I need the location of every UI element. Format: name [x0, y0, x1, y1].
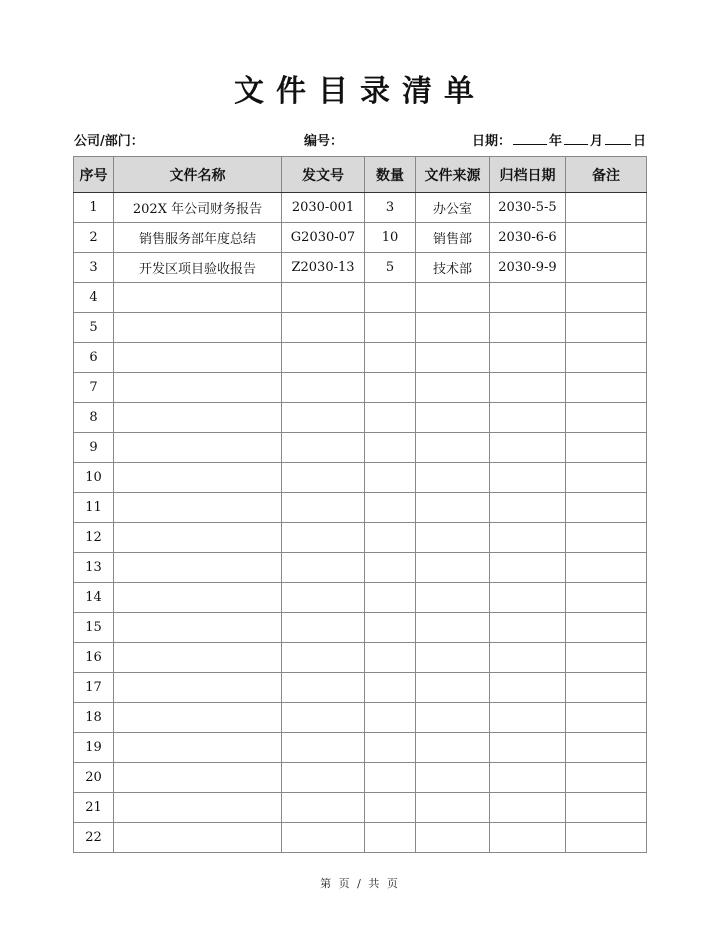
cell-remarks[interactable]: [566, 223, 647, 253]
table-row: [74, 733, 647, 763]
cell-seq[interactable]: 1: [74, 193, 114, 223]
cell-source[interactable]: 办公室: [416, 193, 490, 223]
cell-remarks[interactable]: [566, 343, 647, 373]
cell-source[interactable]: [416, 613, 490, 643]
cell-archive-date[interactable]: [490, 703, 566, 733]
cell-remarks[interactable]: [566, 253, 647, 283]
cell-file-name[interactable]: [114, 433, 282, 463]
cell-doc-number[interactable]: [282, 673, 365, 703]
cell-source[interactable]: [416, 733, 490, 763]
month-blank[interactable]: [564, 131, 588, 145]
cell-file-name[interactable]: [114, 733, 282, 763]
cell-remarks[interactable]: [566, 583, 647, 613]
cell-file-name[interactable]: [114, 703, 282, 733]
table-row: [74, 223, 647, 253]
cell-remarks[interactable]: [566, 553, 647, 583]
cell-seq[interactable]: 3: [74, 253, 114, 283]
cell-quantity[interactable]: [365, 583, 416, 613]
cell-seq[interactable]: 11: [74, 493, 114, 523]
cell-quantity[interactable]: [365, 403, 416, 433]
cell-file-name[interactable]: 开发区项目验收报告: [114, 253, 282, 283]
table-row: [74, 403, 647, 433]
cell-remarks[interactable]: [566, 373, 647, 403]
cell-remarks[interactable]: [566, 763, 647, 793]
table-row: [74, 763, 647, 793]
cell-archive-date[interactable]: [490, 553, 566, 583]
cell-source[interactable]: [416, 523, 490, 553]
cell-remarks[interactable]: [566, 673, 647, 703]
cell-seq[interactable]: 18: [74, 703, 114, 733]
table-row: [74, 553, 647, 583]
table-row: [74, 583, 647, 613]
cell-archive-date[interactable]: [490, 823, 566, 853]
header-seq: 序号: [74, 157, 114, 193]
cell-remarks[interactable]: [566, 523, 647, 553]
cell-source[interactable]: [416, 763, 490, 793]
cell-remarks[interactable]: [566, 463, 647, 493]
cell-doc-number[interactable]: 2030-001: [282, 193, 365, 223]
table-row: [74, 283, 647, 313]
table-row: [74, 193, 647, 223]
cell-seq[interactable]: 5: [74, 313, 114, 343]
meta-line: [74, 130, 646, 150]
cell-seq[interactable]: 10: [74, 463, 114, 493]
cell-quantity[interactable]: [365, 553, 416, 583]
cell-doc-number[interactable]: [282, 433, 365, 463]
cell-seq[interactable]: 20: [74, 763, 114, 793]
cell-remarks[interactable]: [566, 313, 647, 343]
cell-source[interactable]: [416, 793, 490, 823]
cell-file-name[interactable]: [114, 313, 282, 343]
cell-remarks[interactable]: [566, 403, 647, 433]
cell-source[interactable]: [416, 553, 490, 583]
cell-archive-date[interactable]: 2030-6-6: [490, 223, 566, 253]
cell-source[interactable]: [416, 643, 490, 673]
cell-archive-date[interactable]: [490, 613, 566, 643]
document-title: 文件目录清单: [234, 74, 486, 109]
cell-doc-number[interactable]: [282, 733, 365, 763]
cell-source[interactable]: 技术部: [416, 253, 490, 283]
cell-doc-number[interactable]: [282, 553, 365, 583]
cell-doc-number[interactable]: [282, 403, 365, 433]
cell-source[interactable]: [416, 433, 490, 463]
cell-file-name[interactable]: [114, 283, 282, 313]
cell-quantity[interactable]: [365, 703, 416, 733]
cell-seq[interactable]: 15: [74, 613, 114, 643]
cell-quantity[interactable]: [365, 313, 416, 343]
cell-seq[interactable]: 9: [74, 433, 114, 463]
cell-source[interactable]: [416, 463, 490, 493]
table-row: [74, 463, 647, 493]
cell-archive-date[interactable]: [490, 763, 566, 793]
cell-file-name[interactable]: [114, 493, 282, 523]
cell-archive-date[interactable]: [490, 493, 566, 523]
cell-source[interactable]: [416, 823, 490, 853]
cell-doc-number[interactable]: [282, 613, 365, 643]
cell-quantity[interactable]: [365, 343, 416, 373]
date-label: 日期：: [471, 134, 511, 149]
cell-archive-date[interactable]: 2030-9-9: [490, 253, 566, 283]
cell-doc-number[interactable]: [282, 703, 365, 733]
cell-doc-number[interactable]: G2030-07: [282, 223, 365, 253]
cell-archive-date[interactable]: [490, 373, 566, 403]
table-row: [74, 253, 647, 283]
cell-quantity[interactable]: [365, 643, 416, 673]
cell-doc-number[interactable]: [282, 583, 365, 613]
company-department-label: 公司/部门：: [74, 134, 144, 149]
cell-quantity[interactable]: [365, 523, 416, 553]
day-blank[interactable]: [605, 131, 631, 145]
cell-remarks[interactable]: [566, 703, 647, 733]
table-row: [74, 703, 647, 733]
cell-seq[interactable]: 12: [74, 523, 114, 553]
header-doc-number: 发文号: [282, 157, 365, 193]
month-label: 月: [589, 134, 603, 149]
table-body: [74, 193, 647, 853]
cell-source[interactable]: [416, 313, 490, 343]
cell-remarks[interactable]: [566, 493, 647, 523]
cell-file-name[interactable]: [114, 373, 282, 403]
cell-archive-date[interactable]: [490, 523, 566, 553]
cell-source[interactable]: [416, 703, 490, 733]
cell-quantity[interactable]: [365, 763, 416, 793]
cell-archive-date[interactable]: [490, 733, 566, 763]
date-field: [472, 130, 646, 149]
cell-quantity[interactable]: [365, 793, 416, 823]
cell-archive-date[interactable]: [490, 583, 566, 613]
cell-file-name[interactable]: [114, 403, 282, 433]
cell-source[interactable]: [416, 373, 490, 403]
cell-file-name[interactable]: [114, 463, 282, 493]
cell-archive-date[interactable]: [490, 283, 566, 313]
cell-quantity[interactable]: [365, 613, 416, 643]
cell-source[interactable]: [416, 403, 490, 433]
table-row: [74, 493, 647, 523]
cell-quantity[interactable]: [365, 493, 416, 523]
cell-remarks[interactable]: [566, 823, 647, 853]
cell-quantity[interactable]: [365, 823, 416, 853]
table-row: [74, 343, 647, 373]
cell-remarks[interactable]: [566, 433, 647, 463]
cell-source[interactable]: [416, 493, 490, 523]
page-footer: 第 页 / 共 页: [320, 877, 400, 890]
cell-quantity[interactable]: [365, 673, 416, 703]
year-blank[interactable]: [513, 131, 547, 145]
table-row: [74, 313, 647, 343]
cell-archive-date[interactable]: [490, 643, 566, 673]
cell-file-name[interactable]: [114, 553, 282, 583]
header-quantity: 数量: [365, 157, 416, 193]
cell-quantity[interactable]: 5: [365, 253, 416, 283]
header-source: 文件来源: [416, 157, 490, 193]
cell-source[interactable]: [416, 673, 490, 703]
cell-quantity[interactable]: [365, 433, 416, 463]
cell-archive-date[interactable]: [490, 313, 566, 343]
cell-archive-date[interactable]: [490, 793, 566, 823]
cell-seq[interactable]: 13: [74, 553, 114, 583]
cell-doc-number[interactable]: [282, 493, 365, 523]
cell-seq[interactable]: 17: [74, 673, 114, 703]
header-remarks: 备注: [566, 157, 647, 193]
cell-seq[interactable]: 2: [74, 223, 114, 253]
cell-file-name[interactable]: [114, 523, 282, 553]
table-row: [74, 793, 647, 823]
cell-doc-number[interactable]: [282, 313, 365, 343]
table-row: [74, 613, 647, 643]
header-file-name: 文件名称: [114, 157, 282, 193]
cell-seq[interactable]: 8: [74, 403, 114, 433]
cell-doc-number[interactable]: [282, 793, 365, 823]
cell-archive-date[interactable]: 2030-5-5: [490, 193, 566, 223]
table-row: [74, 673, 647, 703]
cell-remarks[interactable]: [566, 733, 647, 763]
cell-doc-number[interactable]: [282, 643, 365, 673]
header-archive-date: 归档日期: [490, 157, 566, 193]
cell-source[interactable]: 销售部: [416, 223, 490, 253]
cell-file-name[interactable]: [114, 643, 282, 673]
day-label: 日: [632, 134, 646, 149]
cell-seq[interactable]: 4: [74, 283, 114, 313]
table-header-row: [74, 157, 647, 193]
file-directory-table: [73, 156, 647, 853]
cell-remarks[interactable]: [566, 613, 647, 643]
cell-file-name[interactable]: [114, 793, 282, 823]
cell-archive-date[interactable]: [490, 433, 566, 463]
cell-doc-number[interactable]: [282, 343, 365, 373]
cell-remarks[interactable]: [566, 793, 647, 823]
cell-source[interactable]: [416, 583, 490, 613]
cell-file-name[interactable]: [114, 583, 282, 613]
cell-seq[interactable]: 21: [74, 793, 114, 823]
table-row: [74, 373, 647, 403]
cell-archive-date[interactable]: [490, 403, 566, 433]
table-row: [74, 643, 647, 673]
cell-seq[interactable]: 22: [74, 823, 114, 853]
cell-archive-date[interactable]: [490, 343, 566, 373]
cell-seq[interactable]: 19: [74, 733, 114, 763]
cell-quantity[interactable]: 3: [365, 193, 416, 223]
cell-doc-number[interactable]: [282, 763, 365, 793]
cell-file-name[interactable]: 销售服务部年度总结: [114, 223, 282, 253]
cell-seq[interactable]: 6: [74, 343, 114, 373]
cell-source[interactable]: [416, 343, 490, 373]
cell-file-name[interactable]: 202X 年公司财务报告: [114, 193, 282, 223]
cell-file-name[interactable]: [114, 343, 282, 373]
cell-remarks[interactable]: [566, 283, 647, 313]
cell-file-name[interactable]: [114, 673, 282, 703]
number-label: 编号：: [304, 134, 344, 149]
cell-doc-number[interactable]: [282, 463, 365, 493]
year-label: 年: [548, 134, 562, 149]
cell-file-name[interactable]: [114, 763, 282, 793]
cell-archive-date[interactable]: [490, 673, 566, 703]
cell-seq[interactable]: 14: [74, 583, 114, 613]
cell-doc-number[interactable]: [282, 523, 365, 553]
cell-doc-number[interactable]: [282, 283, 365, 313]
table-row: [74, 433, 647, 463]
table-row: [74, 823, 647, 853]
cell-remarks[interactable]: [566, 643, 647, 673]
cell-quantity[interactable]: [365, 463, 416, 493]
cell-doc-number[interactable]: [282, 823, 365, 853]
cell-source[interactable]: [416, 283, 490, 313]
cell-quantity[interactable]: 10: [365, 223, 416, 253]
cell-quantity[interactable]: [365, 733, 416, 763]
cell-seq[interactable]: 16: [74, 643, 114, 673]
cell-archive-date[interactable]: [490, 463, 566, 493]
cell-doc-number[interactable]: Z2030-13: [282, 253, 365, 283]
cell-remarks[interactable]: [566, 193, 647, 223]
cell-file-name[interactable]: [114, 823, 282, 853]
cell-seq[interactable]: 7: [74, 373, 114, 403]
cell-quantity[interactable]: [365, 283, 416, 313]
cell-doc-number[interactable]: [282, 373, 365, 403]
cell-file-name[interactable]: [114, 613, 282, 643]
cell-quantity[interactable]: [365, 373, 416, 403]
table-row: [74, 523, 647, 553]
